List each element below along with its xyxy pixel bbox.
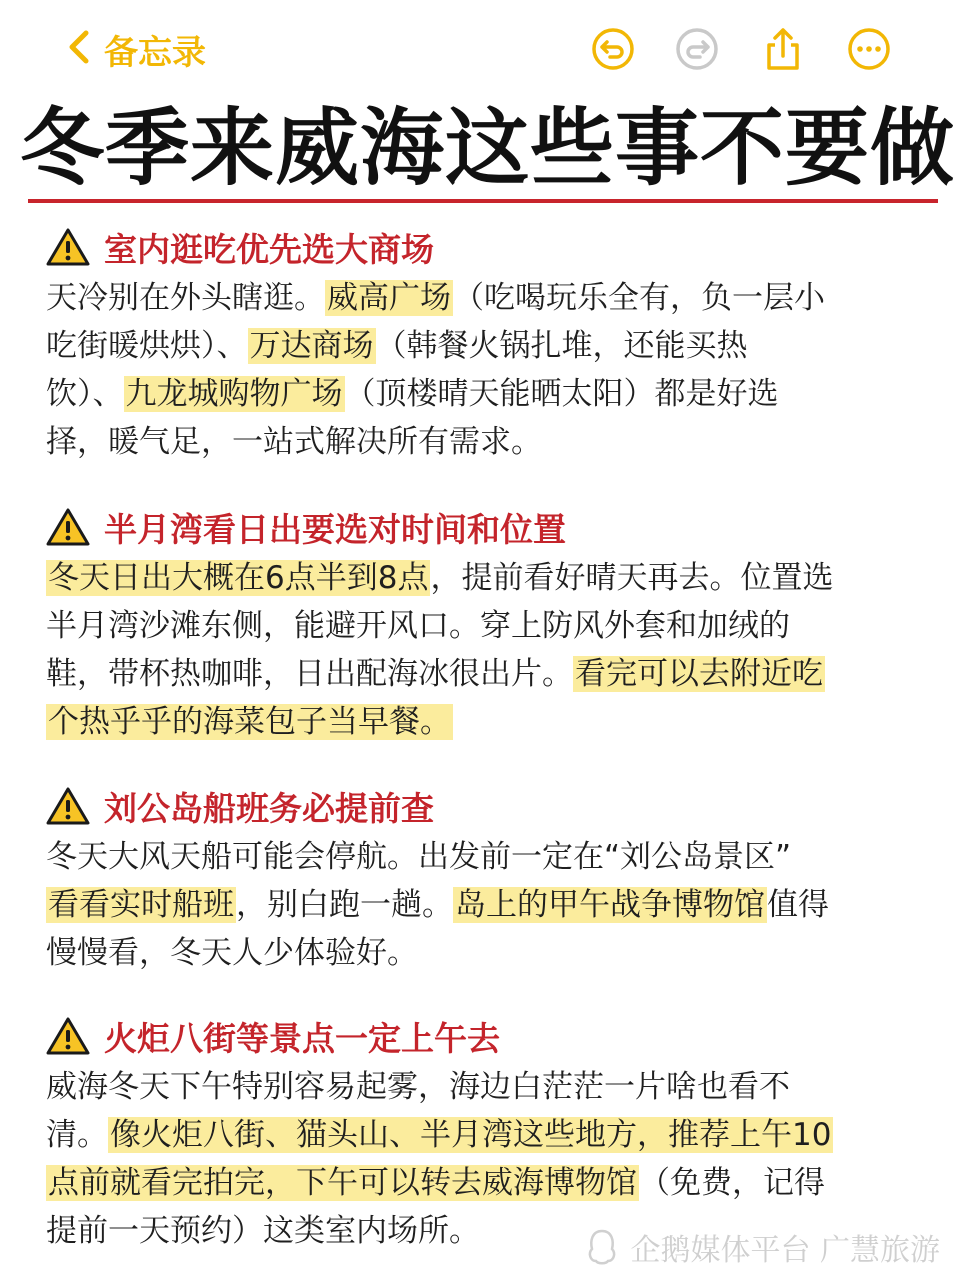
body-line [46, 881, 926, 929]
title-divider [28, 199, 938, 203]
highlighted-text: 看完可以去附近吃 [575, 656, 823, 692]
back-button[interactable] [62, 24, 206, 74]
body-text: ，提前看好晴天再去。位置选 [430, 560, 834, 596]
section-heading [46, 222, 926, 272]
body-line [46, 274, 926, 322]
body-text: 值得 [767, 887, 829, 923]
section-1 [46, 222, 926, 466]
highlighted-text: 威高广场 [327, 280, 451, 316]
body-text: 吃街暖烘烘）、 [46, 328, 248, 364]
undo-icon[interactable] [590, 26, 636, 72]
body-line [46, 698, 926, 746]
body-text: （顶楼晴天能晒太阳）都是好选 [344, 376, 779, 412]
body-line [46, 322, 926, 370]
section-body [46, 554, 926, 746]
chevron-left-icon [62, 27, 96, 71]
page-title: 冬季来威海这些事不要做 [20, 99, 956, 197]
body-line [46, 370, 926, 418]
section-body [46, 274, 926, 466]
body-line [46, 1159, 926, 1207]
share-icon[interactable] [760, 26, 806, 72]
section-title: 室内逛吃优先选大商场 [104, 229, 434, 269]
section-title: 火炬八街等景点一定上午去 [104, 1018, 500, 1058]
highlighted-text: 岛上的甲午战争博物馆 [455, 887, 765, 923]
warning-icon [46, 507, 90, 547]
more-icon[interactable] [846, 26, 892, 72]
body-text: 择，暖气足，一站式解决所有需求。 [46, 424, 542, 460]
body-text: 威海冬天下午特别容易起雾，海边白茫茫一片啥也看不 [46, 1069, 790, 1105]
redo-icon[interactable] [674, 26, 720, 72]
body-text: 提前一天预约）这类室内场所。 [46, 1213, 480, 1249]
body-line [46, 650, 926, 698]
body-text: 饮）、 [46, 376, 124, 412]
highlighted-text: 九龙城购物广场 [125, 376, 343, 412]
body-line [46, 602, 926, 650]
highlighted-text: 个热乎乎的海菜包子当早餐。 [48, 704, 451, 740]
warning-icon [46, 227, 90, 267]
section-4 [46, 1011, 926, 1255]
section-2 [46, 502, 926, 746]
watermark [582, 1222, 940, 1272]
body-text: （吃喝玩乐全有，负一层小 [453, 280, 825, 316]
body-text: 慢慢看，冬天人少体验好。 [46, 935, 418, 971]
warning-icon [46, 1016, 90, 1056]
highlighted-text: 点前就看完拍完，下午可以转去威海博物馆 [48, 1165, 637, 1201]
body-text: 天冷别在外头瞎逛。 [46, 280, 325, 316]
body-line [46, 929, 926, 977]
back-label: 备忘录 [104, 32, 206, 73]
body-text: （韩餐火锅扎堆，还能买热 [375, 328, 748, 364]
section-title: 半月湾看日出要选对时间和位置 [104, 509, 566, 549]
section-title: 刘公岛船班务必提前查 [104, 788, 434, 828]
body-line [46, 554, 926, 602]
section-heading [46, 502, 926, 552]
body-text: 清。 [46, 1117, 108, 1153]
body-line [46, 1063, 926, 1111]
highlighted-text: 万达商场 [249, 328, 374, 364]
body-line [46, 418, 926, 466]
body-text: ，别白跑一趟。 [236, 887, 453, 923]
penguin-logo-icon [582, 1227, 622, 1267]
section-3 [46, 781, 926, 977]
nav-bar [0, 0, 960, 100]
warning-icon [46, 786, 90, 826]
body-line [46, 1111, 926, 1159]
body-text: 半月湾沙滩东侧，能避开风口。穿上防风外套和加绒的 [46, 608, 790, 644]
body-text: 冬天大风天船可能会停航。出发前一定在“刘公岛景区” [46, 839, 792, 875]
highlighted-text: 像火炬八街、猫头山、半月湾这些地方，推荐上午10 [110, 1117, 832, 1153]
section-heading [46, 1011, 926, 1061]
body-text: 鞋，带杯热咖啡，日出配海冰很出片。 [46, 656, 573, 692]
body-text: （免费，记得 [639, 1165, 825, 1201]
watermark-text: 企鹅媒体平台 广慧旅游 [630, 1233, 940, 1268]
highlighted-text: 看看实时船班 [48, 887, 234, 923]
section-heading [46, 781, 926, 831]
body-line [46, 833, 926, 881]
highlighted-text: 冬天日出大概在6点半到8点 [48, 560, 429, 596]
section-body [46, 833, 926, 977]
